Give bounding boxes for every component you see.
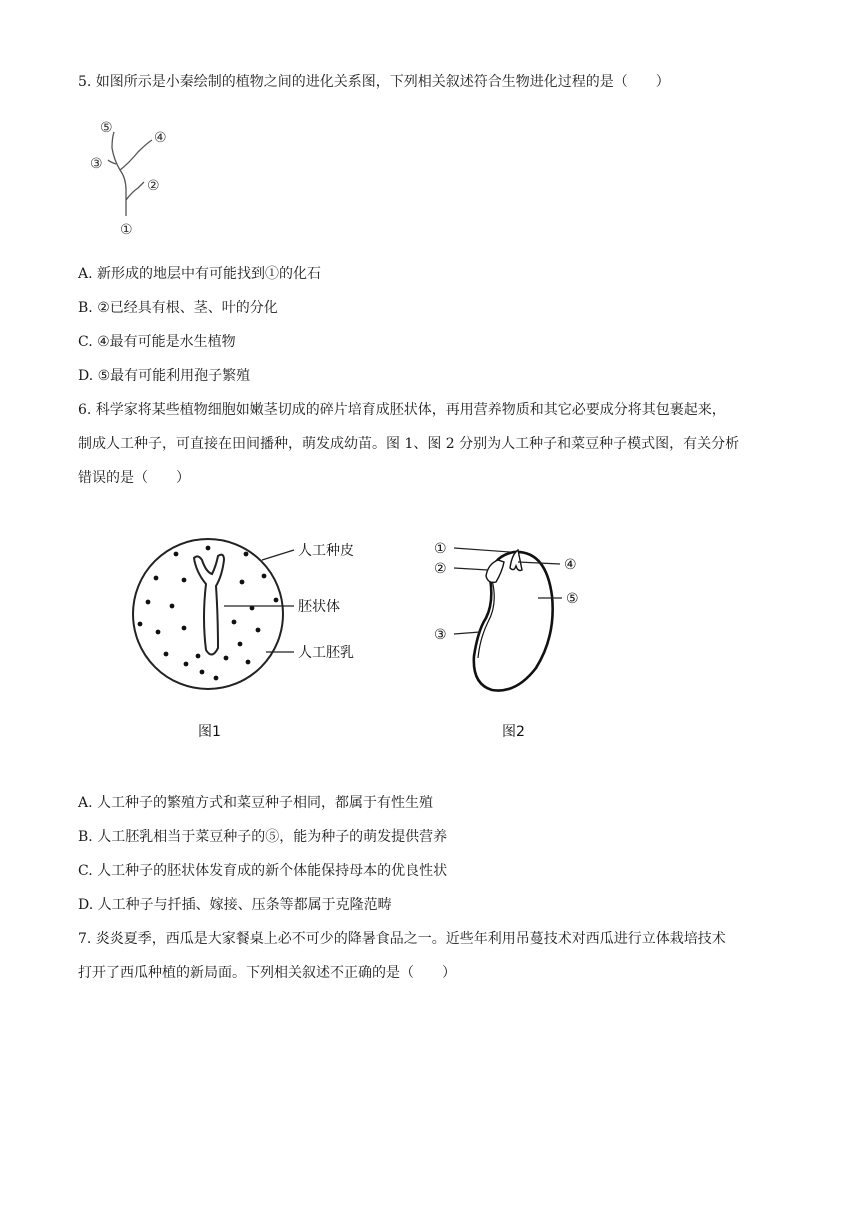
q6-option-c: C. 人工种子的胚状体发育成的新个体能保持母本的优良性状 (78, 863, 448, 879)
fig2-label-2: ② (434, 561, 447, 577)
tree-label-2: ② (147, 178, 160, 194)
fig2-caption: 图2 (502, 724, 525, 740)
fig2-leader-3 (454, 632, 480, 634)
tree-label-1: ① (120, 222, 133, 238)
tree-label-4: ④ (154, 130, 167, 146)
fig2-label-1: ① (434, 541, 447, 557)
branch-2 (126, 182, 144, 200)
fig2-label-3: ③ (434, 627, 447, 643)
branch-4 (120, 140, 152, 170)
tree-label-3: ③ (90, 156, 103, 172)
figure-2-bean-seed (426, 526, 626, 746)
q6-option-a: A. 人工种子的繁殖方式和菜豆种子相同，都属于有性生殖 (78, 795, 434, 811)
q5-option-d: D. ⑤最有可能利用孢子繁殖 (78, 368, 251, 384)
fig1-caption: 图1 (198, 724, 221, 740)
q5-stem: 5. 如图所示是小秦绘制的植物之间的进化关系图，下列相关叙述符合生物进化过程的是（ ） (78, 74, 670, 90)
fig1-label-endosperm: 人工胚乳 (298, 645, 354, 661)
bean-seed-outline (474, 552, 553, 691)
tree-trunk (112, 132, 126, 216)
fig1-label-embryoid: 胚状体 (298, 599, 340, 615)
q7-stem-line-1: 7. 炎炎夏季，西瓜是大家餐桌上必不可少的降暑食品之一。近些年利用吊蔓技术对西瓜进行立体栽培技术 (78, 931, 726, 947)
fig2-leader-1 (454, 548, 510, 552)
fig2-label-4: ④ (564, 557, 577, 573)
figure-1-artificial-seed (126, 526, 376, 746)
q6-option-b: B. 人工胚乳相当于菜豆种子的⑤，能为种子的萌发提供营养 (78, 829, 448, 845)
q6-stem-line-2: 制成人工种子，可直接在田间播种，萌发成幼苗。图 1、图 2 分别为人工种子和菜豆种子模式图，有关分析 (78, 436, 740, 452)
evolution-tree-diagram (80, 112, 190, 242)
q6-option-d: D. 人工种子与扦插、嫁接、压条等都属于克隆范畴 (78, 897, 392, 913)
q6-stem-line-1: 6. 科学家将某些植物细胞如嫩茎切成的碎片培育成胚状体，再用营养物质和其它必要成分将其包裹起来， (78, 402, 726, 418)
fig1-label-seed-coat: 人工种皮 (298, 543, 354, 559)
q5-option-a: A. 新形成的地层中有可能找到①的化石 (78, 266, 322, 282)
q5-option-b: B. ②已经具有根、茎、叶的分化 (78, 300, 278, 316)
leader-seed-coat (262, 550, 294, 560)
fig2-label-5: ⑤ (566, 591, 579, 607)
q5-option-c: C. ④最有可能是水生植物 (78, 334, 236, 350)
tree-label-5: ⑤ (100, 120, 113, 136)
fig2-leader-2 (454, 568, 488, 570)
q7-stem-line-2: 打开了西瓜种植的新局面。下列相关叙述不正确的是（ ） (78, 965, 456, 981)
q6-stem-line-3: 错误的是（ ） (78, 470, 190, 486)
